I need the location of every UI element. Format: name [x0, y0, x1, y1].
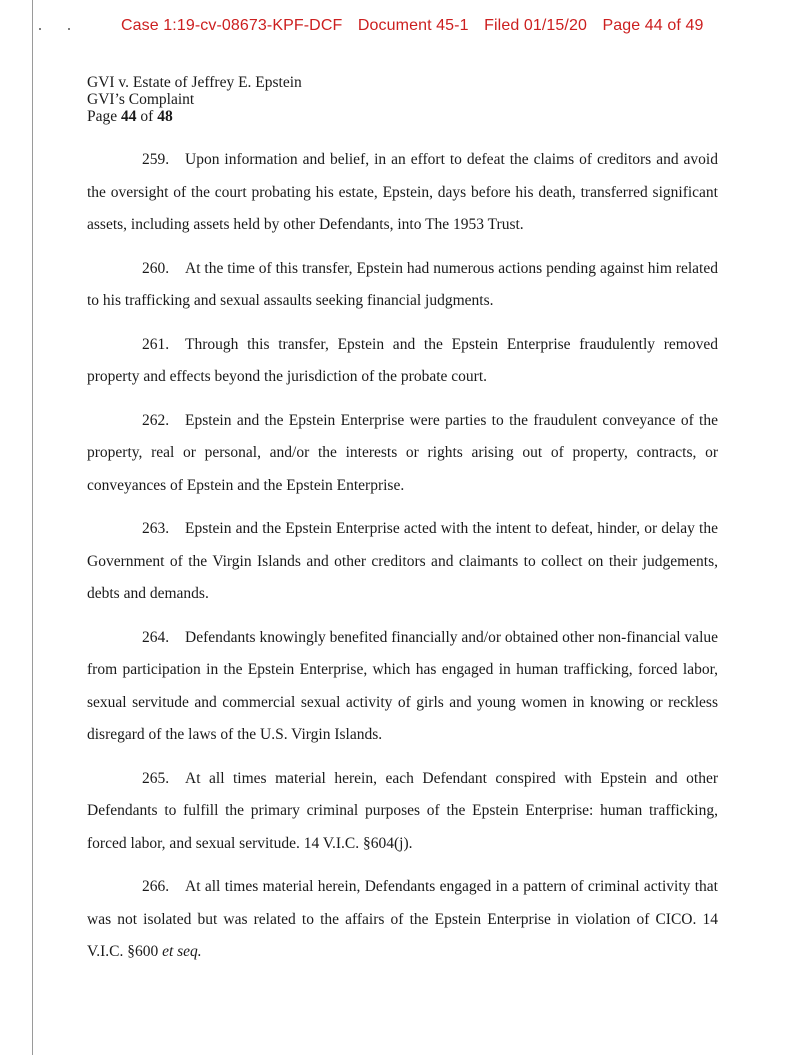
caption-subtitle: GVI’s Complaint — [87, 91, 195, 108]
paragraph-number: 261. — [142, 335, 170, 353]
paragraph — [87, 144, 718, 242]
paragraph-number: 264. — [142, 628, 170, 646]
paragraph-text: Epstein and the Epstein Enterprise acted with the intent to defeat, hinder, or delay the Government of the Virgin Islands and other creditors and claimants to collect on their judgements, debts and demands. — [87, 520, 718, 602]
caption-page-of: of — [140, 108, 154, 125]
paragraph-text: At all times material herein, each Defendant conspired with Epstein and other Defendants to fulfill the primary criminal purposes of the Epstein Enterprise: human trafficking, forced labor, and sexual servitude. 14 V.I.C. §604(j). — [87, 769, 718, 852]
paragraph — [87, 329, 718, 394]
filed-date: Filed 01/15/20 — [484, 17, 587, 34]
caption-page-prefix: Page — [87, 108, 118, 125]
paragraph — [87, 871, 718, 969]
paragraph-text: At the time of this transfer, Epstein had numerous actions pending against him related to his trafficking and sexual assaults seeking financial judgments. — [87, 259, 718, 309]
caption-page-line — [87, 108, 302, 125]
ecf-page-count: Page 44 of 49 — [602, 17, 704, 34]
paragraph-text: Epstein and the Epstein Enterprise were parties to the fraudulent conveyance of the property, real or personal, and/or the interests or rights arising out of property, contracts, or conveyances of Epstein and the Epstein Enterprise. — [87, 411, 718, 494]
citation-italic: et seq. — [162, 943, 202, 960]
paragraph-text: Defendants knowingly benefited financially and/or obtained other non-financial value from participation in the Epstein Enterprise, which has engaged in human trafficking, forced labor, sexual servitude and commercial sexual activity of girls and young women in knowing or reckless disregard of the laws of the U.S. Virgin Islands. — [87, 628, 718, 743]
paragraph — [87, 405, 718, 503]
paragraph-number: 263. — [142, 520, 170, 537]
ecf-filing-header — [121, 17, 714, 35]
paragraph — [87, 622, 718, 752]
paragraph-text: Through this transfer, Epstein and the Epstein Enterprise fraudulently removed property and effects beyond the jurisdiction of the probate court. — [87, 335, 718, 385]
document-number: Document 45-1 — [357, 17, 469, 34]
paragraph — [87, 763, 718, 861]
scan-speck — [68, 28, 70, 30]
paragraph — [87, 253, 718, 318]
paragraph-number: 266. — [142, 878, 170, 895]
case-number: Case 1:19-cv-08673-KPF-DCF — [121, 17, 343, 34]
caption-page-total: 48 — [157, 108, 173, 125]
caption-title: GVI v. Estate of Jeffrey E. Epstein — [87, 74, 302, 91]
paragraph — [87, 513, 718, 611]
scan-margin-line — [32, 0, 33, 1055]
document-body — [87, 144, 718, 980]
document-caption — [87, 74, 302, 125]
paragraph-number: 262. — [142, 411, 170, 429]
paragraph-text: At all times material herein, Defendants engaged in a pattern of criminal activity that was not isolated but was related to the affairs of the Epstein Enterprise in violation of CICO. 14 V.I.C. §600 — [87, 878, 718, 960]
paragraph-number: 260. — [142, 259, 170, 277]
caption-page-number: 44 — [121, 108, 137, 125]
paragraph-text: Upon information and belief, in an effort to defeat the claims of creditors and avoid the oversight of the court probating his estate, Epstein, days before his death, transferred significant assets, including assets held by other Defendants, into The 1953 Trust. — [87, 151, 718, 233]
paragraph-number: 259. — [142, 151, 170, 168]
scan-speck — [39, 28, 41, 30]
paragraph-number: 265. — [142, 769, 170, 787]
